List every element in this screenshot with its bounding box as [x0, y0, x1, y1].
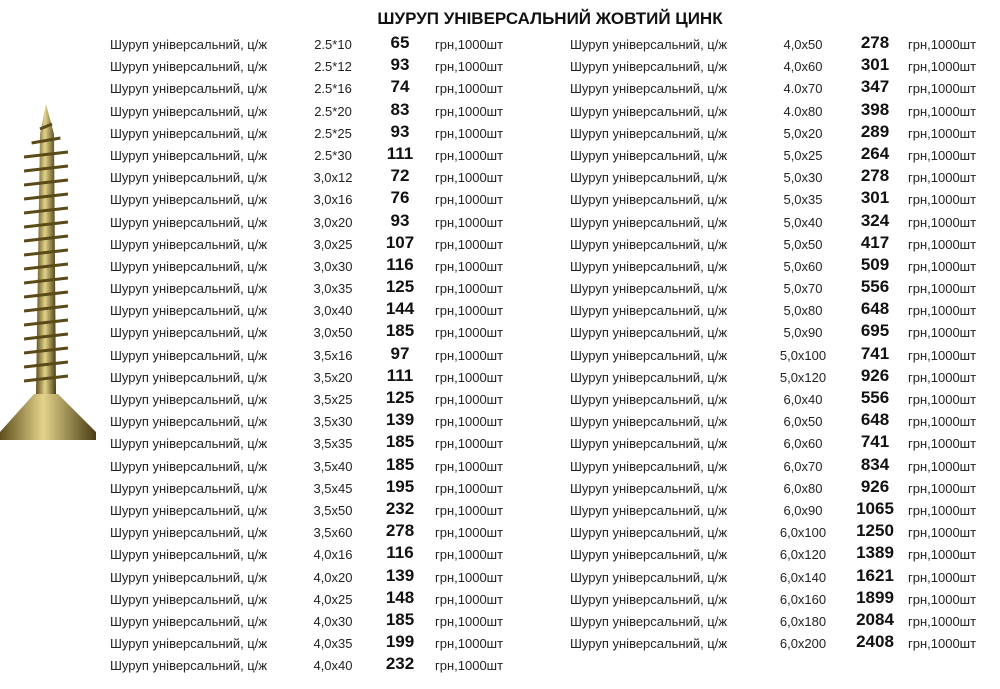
price-unit: грн,1000шт [908, 525, 977, 541]
product-size: 6,0x180 [779, 613, 827, 629]
product-size: 6,0x40 [783, 392, 823, 407]
price-unit: грн,1000шт [435, 170, 504, 186]
product-size: 5,0x60 [783, 258, 823, 274]
product-name: Шуруп універсальний, ц/ж [110, 347, 268, 363]
product-price: 116 [386, 254, 414, 274]
product-price: 509 [860, 254, 890, 274]
product-price: 83 [390, 99, 410, 119]
product-name: Шуруп універсальний, ц/ж [110, 613, 268, 629]
product-size: 6,0x60 [783, 436, 823, 452]
price-unit: грн,1000шт [908, 591, 977, 607]
product-price: 195 [385, 476, 415, 496]
product-price: 97 [390, 343, 410, 363]
price-unit: грн,1000шт [908, 258, 977, 274]
product-size: 4.0x70 [783, 81, 823, 97]
product-price: 93 [390, 121, 410, 141]
product-name: Шуруп універсальний, ц/ж [570, 303, 728, 319]
product-size: 2.5*16 [314, 81, 352, 97]
product-name: Шуруп універсальний, ц/ж [570, 281, 728, 297]
product-price: 834 [860, 454, 890, 474]
price-unit: грн,1000шт [908, 636, 977, 652]
product-name: Шуруп універсальний, ц/ж [110, 325, 268, 341]
product-name: Шуруп універсальний, ц/ж [570, 81, 728, 97]
product-size: 2.5*30 [314, 147, 352, 163]
screw-image [0, 104, 96, 444]
product-size: 4.0x80 [783, 103, 823, 119]
product-price: 65 [390, 33, 410, 52]
price-unit: грн,1000шт [908, 436, 977, 452]
product-price: 289 [860, 121, 890, 141]
price-unit: грн,1000шт [908, 303, 977, 319]
product-name: Шуруп універсальний, ц/ж [570, 125, 728, 141]
product-price: 648 [860, 410, 890, 430]
price-unit: грн,1000шт [908, 502, 977, 518]
price-unit: грн,1000шт [435, 347, 504, 363]
product-name: Шуруп універсальний, ц/ж [110, 59, 268, 75]
product-size: 2.5*10 [314, 37, 352, 52]
product-name: Шуруп універсальний, ц/ж [570, 59, 728, 75]
product-price: 264 [860, 143, 890, 163]
product-price: 185 [385, 321, 415, 341]
product-price: 232 [385, 654, 415, 674]
product-size: 5,0x70 [783, 281, 823, 297]
product-size: 6,0x80 [783, 480, 823, 496]
product-size: 6,0x70 [783, 458, 823, 474]
product-name: Шуруп універсальний, ц/ж [570, 369, 728, 385]
price-unit: грн,1000шт [908, 547, 977, 563]
price-unit: грн,1000шт [435, 569, 504, 585]
price-unit: грн,1000шт [435, 502, 504, 518]
product-price: 1065 [856, 498, 894, 518]
product-name: Шуруп універсальний, ц/ж [570, 392, 728, 407]
product-name: Шуруп універсальний, ц/ж [110, 103, 268, 119]
product-name: Шуруп універсальний, ц/ж [570, 170, 728, 186]
price-unit: грн,1000шт [435, 325, 504, 341]
product-name: Шуруп універсальний, ц/ж [570, 214, 728, 230]
product-price: 1250 [856, 521, 894, 541]
product-size: 3,5x45 [313, 480, 353, 496]
product-name: Шуруп універсальний, ц/ж [110, 569, 268, 585]
product-name: Шуруп універсальний, ц/ж [570, 636, 728, 652]
product-name: Шуруп універсальний, ц/ж [570, 436, 728, 452]
price-unit: грн,1000шт [435, 125, 504, 141]
product-size: 3,5x40 [313, 458, 353, 474]
product-name: Шуруп універсальний, ц/ж [570, 569, 728, 585]
price-unit: грн,1000шт [908, 392, 977, 407]
price-unit: грн,1000шт [435, 103, 504, 119]
price-unit: грн,1000шт [435, 436, 504, 452]
product-name: Шуруп універсальний, ц/ж [110, 458, 268, 474]
product-name: Шуруп універсальний, ц/ж [570, 236, 728, 252]
product-size: 4,0x60 [783, 59, 823, 75]
product-size: 3,5x16 [313, 347, 353, 363]
product-size: 3,0x12 [313, 170, 353, 186]
product-name: Шуруп універсальний, ц/ж [110, 392, 268, 407]
price-unit: грн,1000шт [908, 325, 977, 341]
product-name: Шуруп універсальний, ц/ж [570, 480, 728, 496]
price-unit: грн,1000шт [435, 591, 504, 607]
product-size: 2.5*20 [314, 103, 352, 119]
product-size: 3,5x50 [313, 502, 353, 518]
product-name: Шуруп універсальний, ц/ж [110, 414, 268, 430]
product-size: 5,0x30 [783, 170, 823, 186]
price-unit: грн,1000шт [908, 369, 977, 385]
product-name: Шуруп універсальний, ц/ж [570, 525, 728, 541]
product-name: Шуруп універсальний, ц/ж [570, 502, 728, 518]
product-size: 4,0x25 [313, 591, 353, 607]
product-name: Шуруп універсальний, ц/ж [570, 458, 728, 474]
product-price: 417 [860, 232, 890, 252]
product-price: 301 [860, 55, 890, 75]
product-name: Шуруп універсальний, ц/ж [110, 281, 268, 297]
price-unit: грн,1000шт [908, 480, 977, 496]
product-name: Шуруп універсальний, ц/ж [110, 236, 268, 252]
product-size: 4,0x20 [313, 569, 353, 585]
product-name: Шуруп універсальний, ц/ж [110, 170, 268, 186]
product-name: Шуруп універсальний, ц/ж [110, 214, 268, 230]
product-name: Шуруп універсальний, ц/ж [110, 147, 268, 163]
price-unit: грн,1000шт [435, 547, 504, 563]
product-name: Шуруп універсальний, ц/ж [110, 658, 268, 674]
product-price: 2408 [856, 632, 894, 652]
product-size: 3,5x30 [313, 414, 353, 430]
product-price: 278 [860, 33, 890, 52]
product-size: 3,0x30 [313, 258, 353, 274]
product-price: 278 [385, 521, 415, 541]
product-name: Шуруп універсальний, ц/ж [110, 502, 268, 518]
price-unit: грн,1000шт [908, 81, 977, 97]
product-name: Шуруп універсальний, ц/ж [570, 347, 728, 363]
product-size: 4,0x40 [313, 658, 353, 674]
price-unit: грн,1000шт [435, 214, 504, 230]
price-unit: грн,1000шт [908, 613, 977, 629]
product-price: 199 [385, 632, 415, 652]
product-name: Шуруп універсальний, ц/ж [110, 436, 268, 452]
product-name: Шуруп універсальний, ц/ж [570, 37, 728, 52]
product-price: 74 [390, 77, 410, 97]
product-price: 556 [860, 388, 890, 407]
price-unit: грн,1000шт [908, 458, 977, 474]
product-price: 301 [860, 188, 890, 208]
product-price: 125 [385, 277, 415, 297]
product-size: 5,0x120 [779, 369, 827, 385]
product-name: Шуруп універсальний, ц/ж [110, 303, 268, 319]
product-price: 111 [386, 365, 414, 385]
product-price: 1621 [856, 565, 894, 585]
product-name: Шуруп універсальний, ц/ж [110, 591, 268, 607]
product-size: 6,0x100 [779, 525, 827, 541]
product-name: Шуруп універсальний, ц/ж [570, 258, 728, 274]
price-unit: грн,1000шт [435, 81, 504, 97]
price-unit: грн,1000шт [435, 258, 504, 274]
price-unit: грн,1000шт [435, 414, 504, 430]
price-unit: грн,1000шт [435, 658, 504, 674]
price-unit: грн,1000шт [435, 525, 504, 541]
product-price: 111 [386, 143, 414, 163]
product-price: 148 [385, 587, 415, 607]
price-unit: грн,1000шт [908, 125, 977, 141]
product-size: 5,0x80 [783, 303, 823, 319]
price-unit: грн,1000шт [908, 236, 977, 252]
product-price: 139 [385, 410, 415, 430]
price-unit: грн,1000шт [435, 37, 504, 52]
product-price: 648 [860, 299, 890, 319]
product-price: 144 [385, 299, 415, 319]
product-price: 185 [385, 609, 415, 629]
product-price: 926 [860, 365, 890, 385]
product-price: 398 [860, 99, 890, 119]
product-name: Шуруп універсальний, ц/ж [570, 103, 728, 119]
product-name: Шуруп універсальний, ц/ж [570, 613, 728, 629]
price-unit: грн,1000шт [435, 392, 504, 407]
product-price: 139 [385, 565, 415, 585]
price-unit: грн,1000шт [435, 192, 504, 208]
product-size: 3,5x20 [313, 369, 353, 385]
price-unit: грн,1000шт [908, 414, 977, 430]
product-price: 107 [385, 232, 415, 252]
product-name: Шуруп універсальний, ц/ж [570, 147, 728, 163]
product-size: 3,0x50 [313, 325, 353, 341]
product-name: Шуруп універсальний, ц/ж [110, 258, 268, 274]
price-unit: грн,1000шт [908, 347, 977, 363]
product-name: Шуруп універсальний, ц/ж [110, 525, 268, 541]
product-size: 5,0x25 [783, 147, 823, 163]
price-unit: грн,1000шт [908, 170, 977, 186]
product-size: 2.5*25 [314, 125, 352, 141]
product-size: 3,0x25 [313, 236, 353, 252]
product-price: 1899 [856, 587, 894, 607]
product-name: Шуруп універсальний, ц/ж [110, 547, 268, 563]
product-name: Шуруп універсальний, ц/ж [110, 125, 268, 141]
product-size: 6,0x140 [779, 569, 827, 585]
product-name: Шуруп універсальний, ц/ж [570, 547, 728, 563]
product-price: 116 [386, 543, 414, 563]
price-unit: грн,1000шт [435, 613, 504, 629]
price-unit: грн,1000шт [908, 103, 977, 119]
product-name: Шуруп універсальний, ц/ж [570, 414, 728, 430]
product-size: 5,0x90 [783, 325, 823, 341]
product-price: 926 [860, 476, 890, 496]
product-price: 93 [390, 210, 410, 230]
product-name: Шуруп універсальний, ц/ж [110, 369, 268, 385]
price-unit: грн,1000шт [435, 147, 504, 163]
product-name: Шуруп універсальний, ц/ж [110, 81, 268, 97]
price-unit: грн,1000шт [435, 303, 504, 319]
product-price: 232 [385, 498, 415, 518]
product-name: Шуруп універсальний, ц/ж [570, 192, 728, 208]
price-unit: грн,1000шт [435, 458, 504, 474]
price-unit: грн,1000шт [908, 37, 977, 52]
product-name: Шуруп універсальний, ц/ж [110, 192, 268, 208]
price-unit: грн,1000шт [908, 59, 977, 75]
price-unit: грн,1000шт [908, 214, 977, 230]
price-unit: грн,1000шт [435, 236, 504, 252]
product-name: Шуруп універсальний, ц/ж [110, 480, 268, 496]
product-name: Шуруп універсальний, ц/ж [110, 37, 268, 52]
product-size: 3,5x25 [313, 392, 353, 407]
product-size: 3,5x35 [313, 436, 353, 452]
price-unit: грн,1000шт [435, 480, 504, 496]
product-price: 72 [390, 166, 410, 186]
price-unit: грн,1000шт [908, 569, 977, 585]
product-size: 6,0x120 [779, 547, 827, 563]
price-unit: грн,1000шт [435, 369, 504, 385]
product-price: 1389 [856, 543, 894, 563]
product-price: 185 [385, 454, 415, 474]
page-title: ШУРУП УНІВЕРСАЛЬНИЙ ЖОВТИЙ ЦИНК [377, 9, 723, 28]
product-price: 278 [860, 166, 890, 186]
product-size: 3,0x40 [313, 303, 353, 319]
product-price: 741 [860, 343, 890, 363]
product-size: 5,0x35 [783, 192, 823, 208]
product-price: 125 [385, 388, 415, 407]
price-unit: грн,1000шт [435, 59, 504, 75]
product-size: 4,0x50 [783, 37, 823, 52]
product-name: Шуруп універсальний, ц/ж [570, 591, 728, 607]
product-size: 5,0x40 [783, 214, 823, 230]
product-price: 741 [860, 432, 890, 452]
product-price: 76 [390, 188, 410, 208]
product-size: 4,0x35 [313, 636, 353, 652]
product-size: 5,0x20 [783, 125, 823, 141]
product-price: 2084 [856, 609, 894, 629]
product-size: 2.5*12 [314, 59, 352, 75]
product-size: 3,0x20 [313, 214, 353, 230]
product-size: 6,0x50 [783, 414, 823, 430]
product-price: 556 [860, 277, 890, 297]
price-unit: грн,1000шт [908, 147, 977, 163]
product-size: 3,0x16 [313, 192, 353, 208]
product-price: 185 [385, 432, 415, 452]
price-unit: грн,1000шт [435, 636, 504, 652]
price-unit: грн,1000шт [908, 192, 977, 208]
product-name: Шуруп універсальний, ц/ж [110, 636, 268, 652]
product-size: 3,0x35 [313, 281, 353, 297]
product-size: 6,0x90 [783, 502, 823, 518]
product-price: 347 [860, 77, 890, 97]
product-size: 5,0x50 [783, 236, 823, 252]
price-unit: грн,1000шт [435, 281, 504, 297]
product-price: 695 [860, 321, 890, 341]
product-size: 5,0x100 [779, 347, 827, 363]
product-price: 324 [860, 210, 890, 230]
product-name: Шуруп універсальний, ц/ж [570, 325, 728, 341]
product-price: 93 [390, 55, 410, 75]
product-size: 3,5x60 [313, 525, 353, 541]
product-size: 4,0x16 [313, 547, 353, 563]
price-unit: грн,1000шт [908, 281, 977, 297]
product-size: 4,0x30 [313, 613, 353, 629]
product-size: 6,0x200 [779, 636, 827, 652]
product-size: 6,0x160 [779, 591, 827, 607]
